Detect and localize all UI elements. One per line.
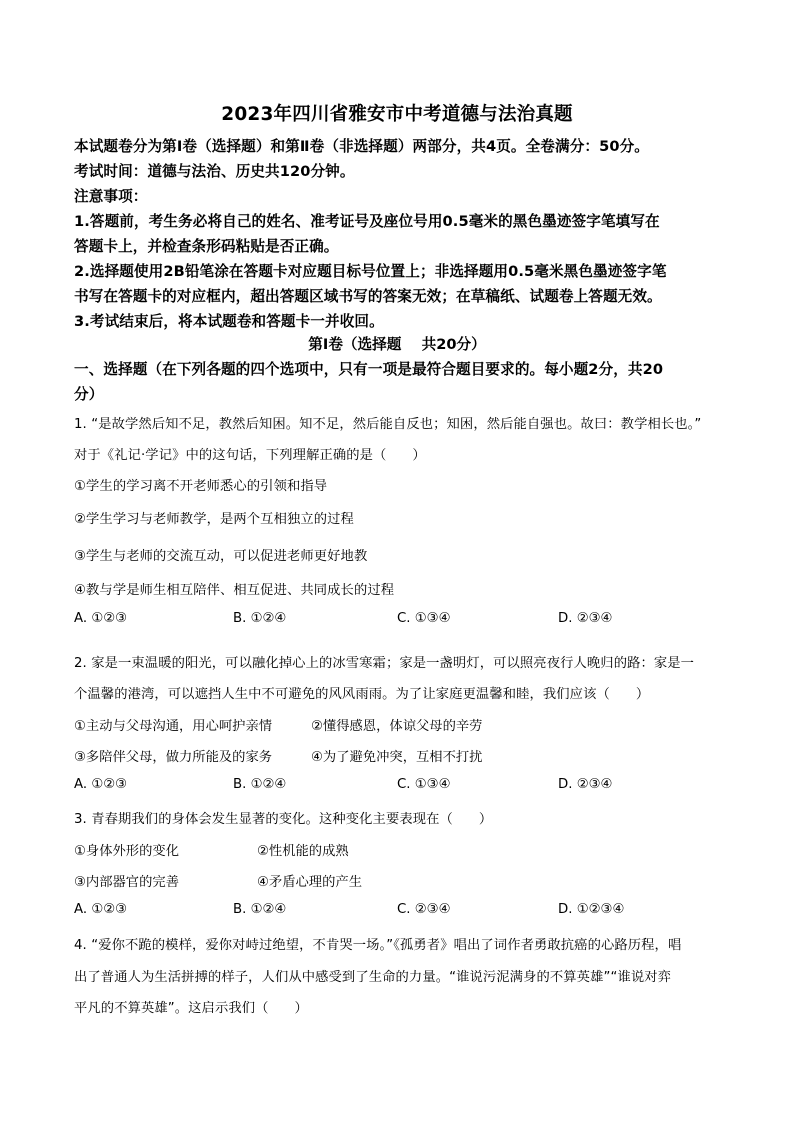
q3-option-b: B. ①②④ [233,902,287,917]
exam-title: 2023年四川省雅安市中考道德与法治真题 [221,104,573,125]
q3-option-d: D. ①②③④ [558,902,625,917]
q1-option-d: D. ②③④ [558,611,613,626]
notice-3: 3.考试结束后，将本试题卷和答题卡一并收回。 [74,313,384,330]
q3-statement-4: ④矛盾心理的产生 [257,875,362,890]
q3-statement-3: ③内部器官的完善 [74,875,179,890]
q2-stem-1: 2. 家是一束温暖的阳光，可以融化掉心上的冰雪寒霜；家是一盏明灯，可以照亮夜行人晚归的路：家是一 [74,656,695,671]
q3-statement-1: ①身体外形的变化 [74,844,179,859]
q1-option-c: C. ①③④ [397,611,451,626]
notice-1a: 1.答题前，考生务必将自己的姓名、准考证号及座位号用0.5毫米的黑色墨迹签字笔填写在 [74,213,660,230]
section-instructions-b: 分） [74,386,104,403]
intro-line-2: 考试时间：道德与法治、历史共120分钟。 [74,163,355,180]
q2-option-d: D. ②③④ [558,777,613,792]
q2-option-a: A. ①②③ [74,777,128,792]
q3-option-a: A. ①②③ [74,902,128,917]
q1-option-a: A. ①②③ [74,611,128,626]
section-title: 第Ⅰ卷（选择题 共20分） [308,336,486,353]
q1-statement-4: ④教与学是师生相互陪伴、相互促进、共同成长的过程 [74,583,395,598]
section-instructions-a: 一、选择题（在下列各题的四个选项中，只有一项是最符合题目要求的。每小题2分，共20 [74,361,664,378]
notice-2b: 书写在答题卡的对应框内，超出答题区域书写的答案无效；在草稿纸、试题卷上答题无效。 [74,288,662,305]
q3-stem: 3. 青春期我们的身体会发生显著的变化。这种变化主要表现在（ ） [74,812,493,827]
q3-option-c: C. ②③④ [397,902,451,917]
q4-stem-2: 出了普通人为生活拼搏的样子，人们从中感受到了生命的力量。“谁说污泥满身的不算英雄”“谁说对弈 [74,970,672,985]
q4-stem-3: 平凡的不算英雄”。这启示我们（ ） [74,1001,308,1016]
notice-2a: 2.选择题使用2B铅笔涂在答题卡对应题目标号位置上；非选择题用0.5毫米黑色墨迹签字笔 [74,263,667,280]
q2-option-b: B. ①②④ [233,777,287,792]
q1-statement-3: ③学生与老师的交流互动，可以促进老师更好地教 [74,549,368,564]
q2-option-c: C. ①③④ [397,777,451,792]
q2-stem-2: 个温馨的港湾，可以遮挡人生中不可避免的风风雨雨。为了让家庭更温馨和睦，我们应该（ ） [74,687,650,702]
q1-statement-2: ②学生学习与老师教学，是两个互相独立的过程 [74,512,354,527]
q4-stem-1: 4. “爱你不跪的模样，爱你对峙过绝望，不肯哭一场。”《孤勇者》唱出了词作者勇敢抗癌的心路历程，唱 [74,938,682,953]
q3-statement-2: ②性机能的成熟 [257,844,349,859]
q1-statement-1: ①学生的学习离不开老师悉心的引领和指导 [74,479,328,494]
q2-statement-3: ③多陪伴父母，做力所能及的家务 [74,750,273,765]
q2-statement-4: ④为了避免冲突，互相不打扰 [311,750,483,765]
notice-title: 注意事项： [74,188,148,205]
q1-option-b: B. ①②④ [233,611,287,626]
q1-stem-1: 1. “是故学然后知不足，教然后知困。知不足，然后能自反也；知困，然后能自强也。故曰：教学相长也。” [74,417,702,432]
q2-statement-1: ①主动与父母沟通，用心呵护亲情 [74,719,273,734]
q2-statement-2: ②懂得感恩，体谅父母的辛劳 [311,719,483,734]
q1-stem-2: 对于《礼记·学记》中的这句话，下列理解正确的是（ ） [74,448,426,463]
notice-1b: 答题卡上，并检查条形码粘贴是否正确。 [74,238,339,255]
intro-line-1: 本试题卷分为第Ⅰ卷（选择题）和第Ⅱ卷（非选择题）两部分，共4页。全卷满分：50分。 [74,138,649,155]
